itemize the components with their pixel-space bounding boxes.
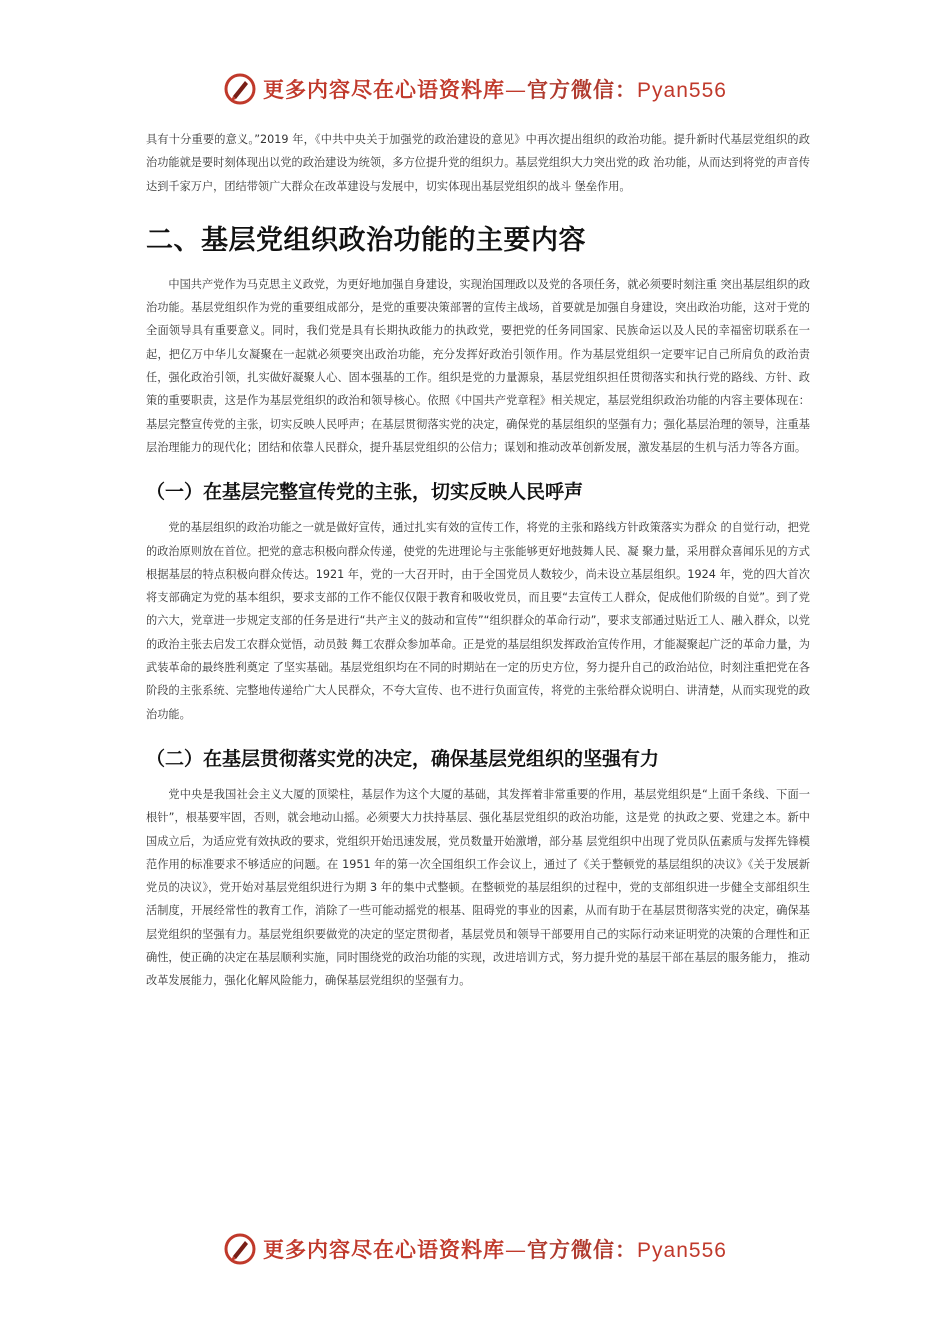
intro-paragraph: 具有十分重要的意义。”2019 年，《中共中央关于加强党的政治建设的意见》中再次提出组织的政治功能。提升新时代基层党组织的政治功能就是要时刻体现出以党的政治建设为统领，多方位提升党的组织力。基层党组织大力突出党的政 治功能，从而达到将党的声音传达到千家万户，团结带领广大群众在改革建设与发展中，切实体现出基层党组织的战斗 堡垒作用。 [146,133,810,193]
pen-logo-icon [223,72,257,106]
subsection-1-paragraph: 党的基层组织的政治功能之一就是做好宣传，通过扎实有效的宣传工作，将党的主张和路线方针政策落实为群众 的自觉行动，把党的政治原则放在首位。把党的意志积极向群众传递，使党的先进理论与主张能够更好地鼓舞人民、凝 聚力量，采用群众喜闻乐见的方式根据基层的特点积极向群众传达。1921 年，党的一大召开时，由于全国党员人数较少，尚未设立基层组织。1924 年，党的四大首次将支部确定为党的基本组织，要求支部的工作不能仅仅限于教育和吸收党员，而且要“去宣传工人群众，促成他们阶级的自觉”。到了党的六大，党章进一步规定支部的任务是进行“共产主义的鼓动和宣传”“组织群众的革命行动”，要求支部通过贴近工人、融入群众，以党的政治主张去启发工农群众觉悟，动员鼓 舞工农群众参加革命。正是党的基层组织发挥政治宣传作用，才能凝聚起广泛的革命力量，为武装革命的最终胜利奠定 了坚实基础。基层党组织均在不同的时期站在一定的历史方位，努力提升自己的政治站位，时刻注重把党在各阶段的主张系统、完整地传递给广大人民群众，不夸大宣传、也不进行负面宣传，将党的主张给群众说明白、讲清楚，从而实现党的政治功能。 [146,521,810,721]
banner-title: 更多内容尽在心语资料库 [263,1237,506,1262]
section-2-heading: 二、基层党组织政治功能的主要内容 [146,224,586,256]
banner-text [263,74,727,104]
banner-dash: — [505,78,528,102]
banner-dash: — [505,1238,528,1262]
subsection-1-heading: （一）在基层完整宣传党的主张，切实反映人民呼声 [146,481,584,504]
banner-wechat-id: Pyan556 [637,1239,727,1262]
section-2-paragraph: 中国共产党作为马克思主义政党，为更好地加强自身建设，实现治国理政以及党的各项任务，就必须要时刻注重 突出基层组织的政治功能。基层党组织作为党的重要组成部分，是党的重要决策部署的宣传主战场，首要就是加强自身建设，突出政治功能，这对于党的全面领导具有重要意义。同时，我们党是具有长期执政能力的执政党，要把党的任务同国家、民族命运以及人民的幸福密切联系在一起，把亿万中华儿女凝聚在一起就必须要突出政治功能，充分发挥好政治引领作用。作为基层党组织一定要牢记自己所肩负的政治责任，强化政治引领，扎实做好凝聚人心、固本强基的工作。组织是党的力量源泉，基层党组织担任贯彻落实和执行党的路线、方针、政策的重要职责，这是作为基层党组织的政治和领导核心。依照《中国共产党章程》相关规定，基层党组织政治功能的内容主要体现在：基层完整宣传党的主张，切实反映人民呼声；在基层贯彻落实党的决定，确保党的基层组织的坚强有力；强化基层治理的领导，注重基层治理能力的现代化；团结和依靠人民群众，提升基层党组织的公信力；谋划和推动改革创新发展，激发基层的生机与活力等各方面。 [146,277,810,454]
document-body [146,128,810,993]
footer-banner [0,1232,950,1266]
banner-wechat-id: Pyan556 [637,79,727,102]
subsection-2-heading: （二）在基层贯彻落实党的决定，确保基层党组织的坚强有力 [146,747,660,770]
banner-wechat-label: 官方微信： [527,1237,638,1262]
pen-logo-icon [223,1232,257,1266]
header-banner [0,72,950,106]
banner-title: 更多内容尽在心语资料库 [263,77,506,102]
banner-text [263,1234,727,1264]
subsection-2-paragraph: 党中央是我国社会主义大厦的顶梁柱，基层作为这个大厦的基础，其发挥着非常重要的作用，基层党组织是“上面千条线、下面一根针”，根基要牢固，否则，就会地动山摇。必须要大力扶持基层、强化基层党组织的政治功能，这是党 的执政之要、党建之本。新中国成立后，为适应党有效执政的要求，党组织开始迅速发展，党员数量开始激增，部分基 层党组织中出现了党员队伍素质与发挥先锋模范作用的标准要求不够适应的问题。在 1951 年的第一次全国组织工作会议上，通过了《关于整顿党的基层组织的决议》《关于发展新党员的决议》，党开始对基层党组织进行为期 3 年的集中式整顿。在整顿党的基层组织的过程中，党的支部组织进一步健全支部组织生活制度，开展经常性的教育工作，消除了一些可能动摇党的根基、阻碍党的事业的因素，从而有助于在基层贯彻落实党的决定，确保基层党组织的坚强有力。基层党组织要做党的决定的坚定贯彻者，基层党员和领导干部要用自己的实际行动来证明党的决策的合理性和正确性，使正确的决定在基层顺利实施，同时围绕党的政治功能的实现，改进培训方式，努力提升党的基层干部在基层的服务能力， 推动改革发展能力，强化化解风险能力，确保基层党组织的坚强有力。 [146,787,810,988]
banner-wechat-label: 官方微信： [527,77,638,102]
